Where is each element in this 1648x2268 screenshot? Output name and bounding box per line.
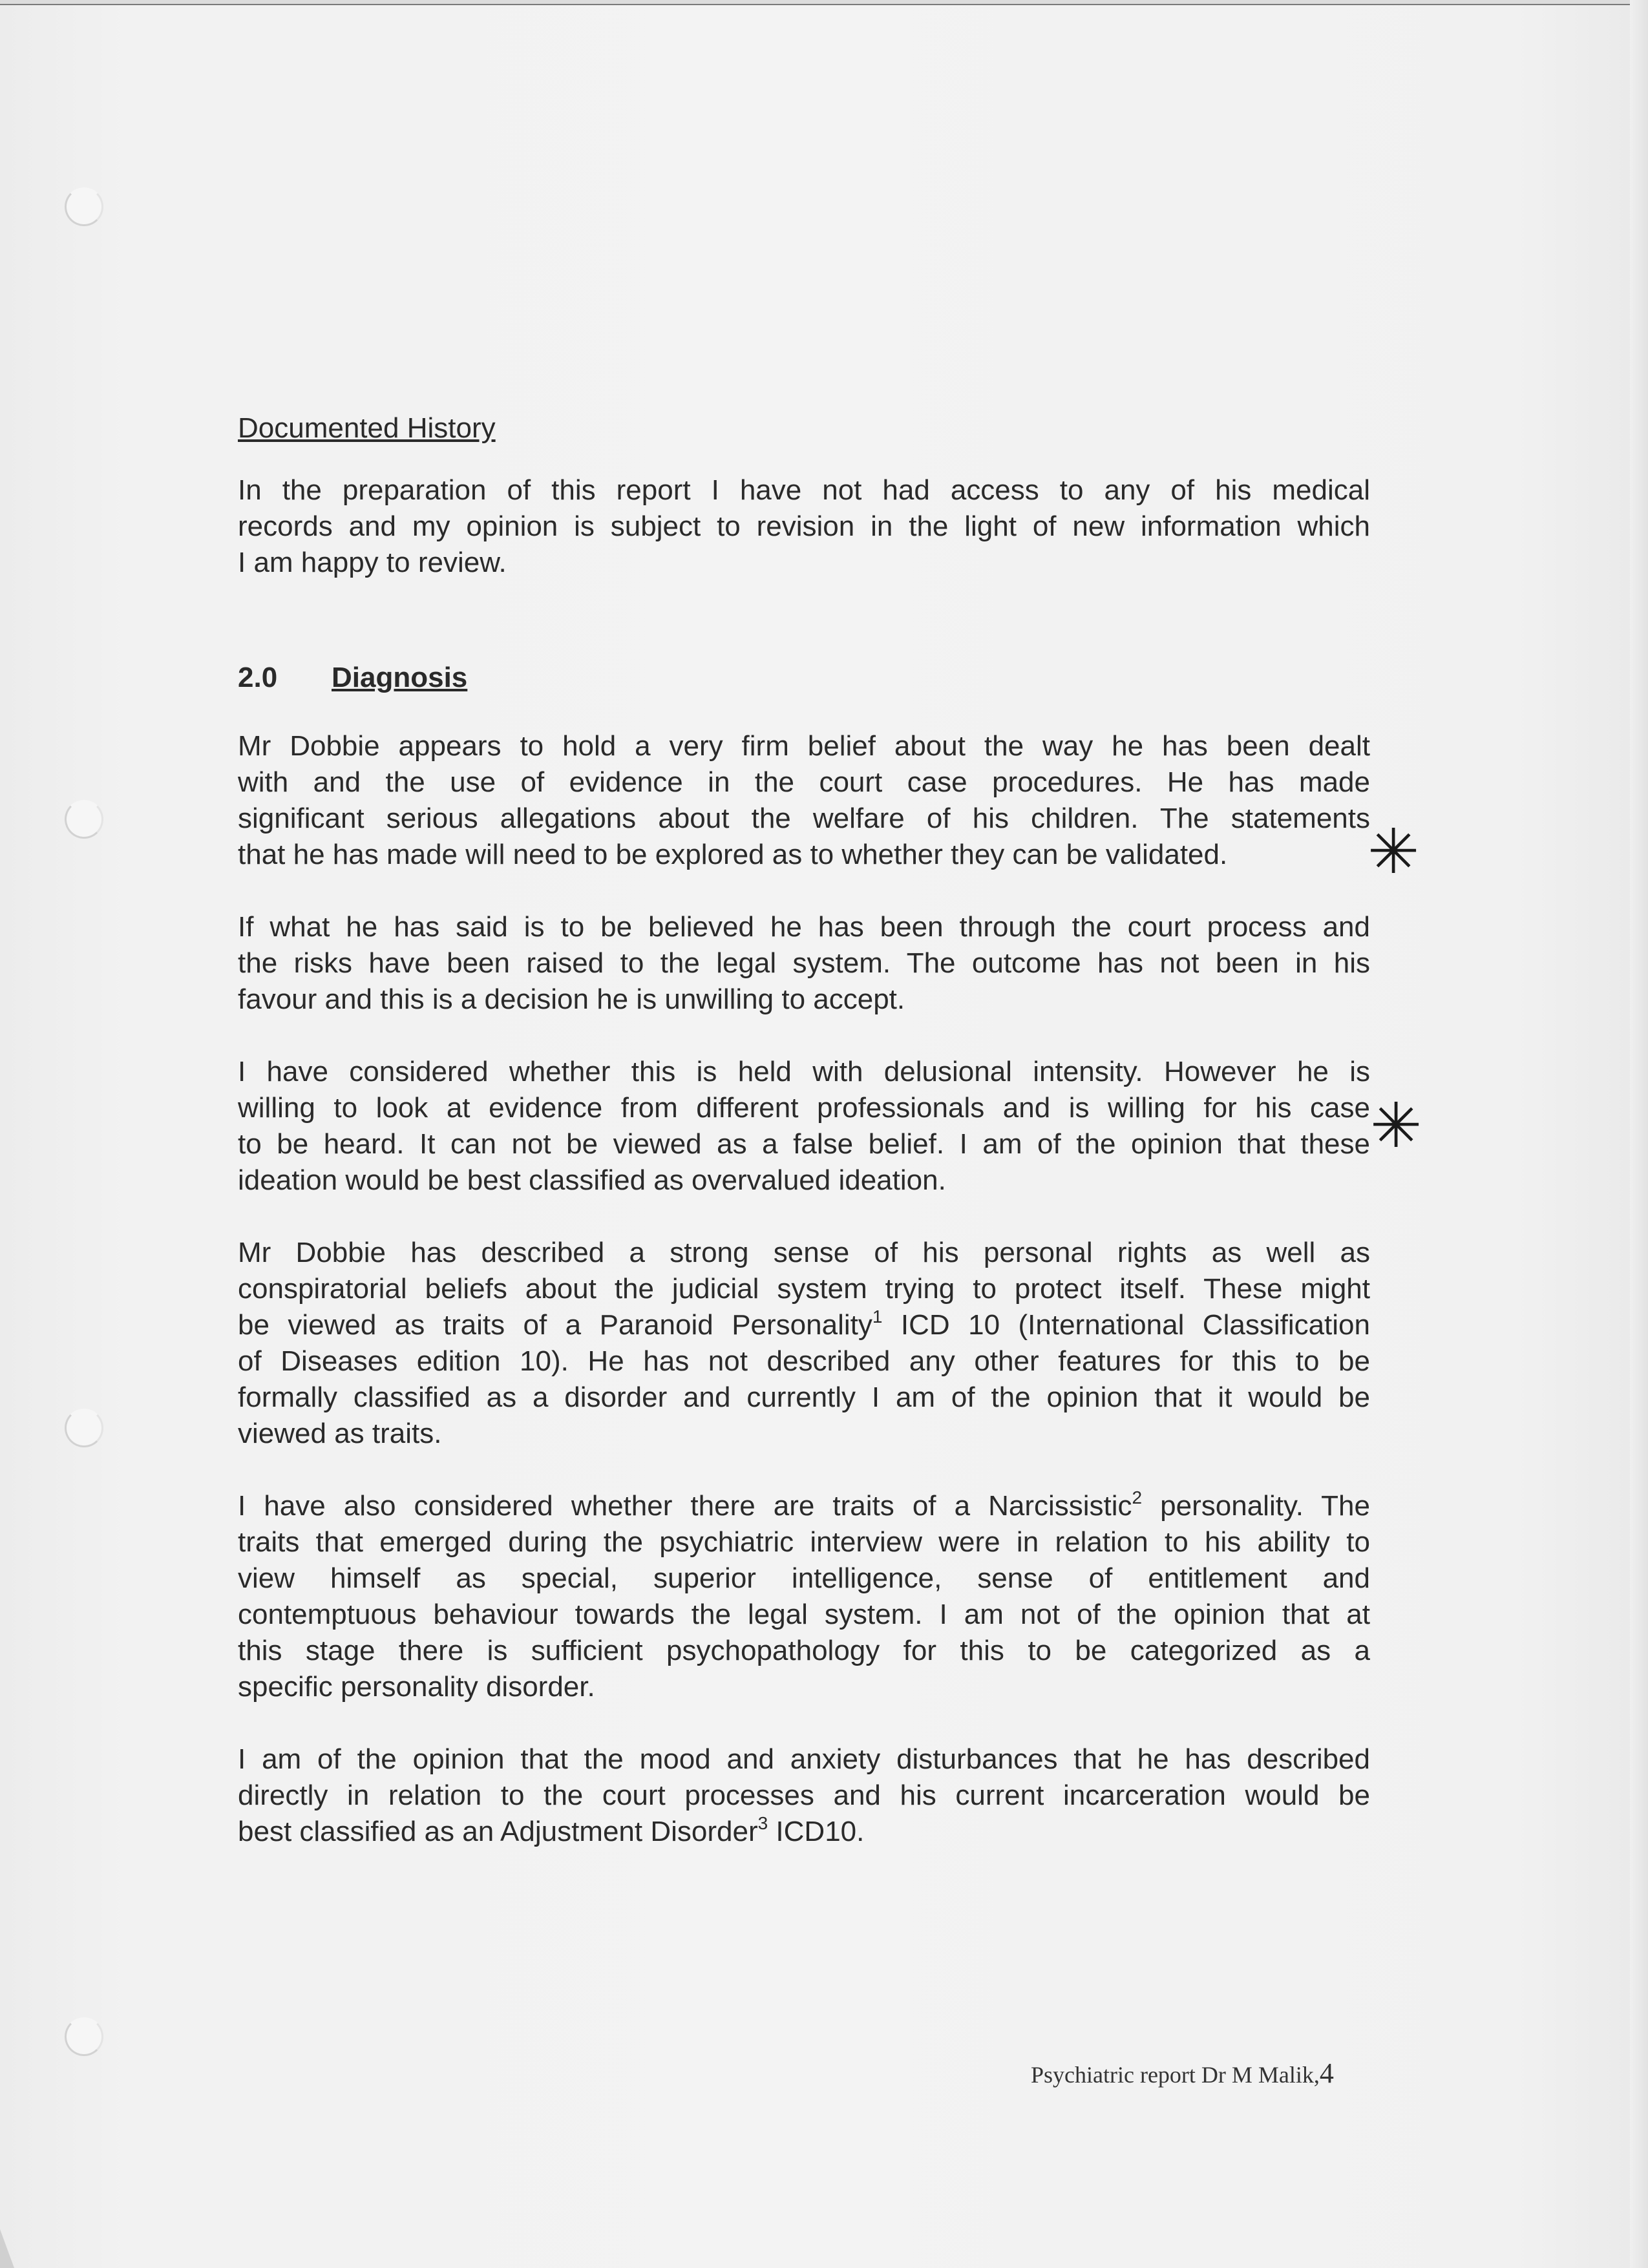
section-title: Diagnosis — [332, 662, 468, 693]
text-segment: best classified as an Adjustment Disorder — [238, 1816, 758, 1847]
text-line — [238, 1307, 1370, 1343]
text-line: I have considered whether this is held with delusional intensity. However he is — [238, 1056, 1370, 1087]
text-line: to be heard. It can not be viewed as a false belief. I am of the opinion that these — [238, 1128, 1370, 1160]
text-line: favour and this is a decision he is unwilling to accept. — [238, 983, 905, 1015]
footnote-marker: 1 — [872, 1307, 883, 1327]
text-line: the risks have been raised to the legal system. The outcome has not been in his — [238, 947, 1370, 979]
text-line: ideation would be best classified as overvalued ideation. — [238, 1164, 946, 1196]
footnote-marker: 2 — [1132, 1487, 1143, 1507]
text-line: I am of the opinion that the mood and anxiety disturbances that he has described — [238, 1743, 1370, 1775]
page-top-edge — [0, 0, 1648, 5]
punch-hole — [65, 1409, 103, 1447]
page-footer — [1031, 2057, 1334, 2090]
text-segment: I have also considered whether there are traits of a Narcissistic — [238, 1490, 1132, 1522]
text-line — [238, 1488, 1370, 1524]
footer-text: Psychiatric report Dr M Malik, — [1031, 2062, 1320, 2088]
documented-history-heading: Documented History — [238, 412, 496, 444]
paragraph-adjustment-disorder — [238, 1741, 1370, 1850]
text-segment: be viewed as traits of a Paranoid Personality — [238, 1309, 872, 1341]
text-line: conspiratorial beliefs about the judicial system trying to protect itself. These might — [238, 1273, 1370, 1305]
text-line: specific personality disorder. — [238, 1671, 595, 1703]
text-line: this stage there is sufficient psychopathology for this to be categorized as a — [238, 1635, 1370, 1666]
diagnosis-section-heading — [238, 660, 1370, 696]
text-segment: ICD10. — [768, 1816, 865, 1847]
text-line: In the preparation of this report I have not had access to any of his medical — [238, 474, 1370, 506]
text-line: traits that emerged during the psychiatric interview were in relation to his ability to — [238, 1526, 1370, 1558]
handwritten-asterisk-icon: ✳ — [1370, 1089, 1422, 1162]
intro-paragraph — [238, 472, 1370, 581]
page-corner — [0, 2229, 14, 2268]
paragraph-delusional-intensity — [238, 1054, 1370, 1199]
text-line: with and the use of evidence in the court case procedures. He has made — [238, 766, 1370, 798]
punch-hole — [65, 187, 103, 226]
text-line: that he has made will need to be explored as to whether they can be validated. — [238, 839, 1228, 870]
text-line: directly in relation to the court processes and his current incarceration would be — [238, 1780, 1370, 1811]
text-line: formally classified as a disorder and currently I am of the opinion that it would be — [238, 1381, 1370, 1413]
text-line: records and my opinion is subject to revision in the light of new information which — [238, 510, 1370, 542]
text-segment: personality. The — [1142, 1490, 1370, 1522]
text-line: If what he has said is to be believed he has been through the court process and — [238, 911, 1370, 943]
punch-hole — [65, 2017, 103, 2056]
paragraph-court-process — [238, 909, 1370, 1018]
text-line: view himself as special, superior intelligence, sense of entitlement and — [238, 1562, 1370, 1594]
document-body — [238, 410, 1370, 1886]
paragraph-narcissistic-traits — [238, 1488, 1370, 1705]
page-right-edge — [1630, 0, 1648, 2268]
text-segment: ICD 10 (International Classification — [882, 1309, 1371, 1341]
page-number: 4 — [1319, 2057, 1334, 2089]
text-line: contemptuous behaviour towards the legal system. I am not of the opinion that at — [238, 1599, 1370, 1630]
text-line: viewed as traits. — [238, 1418, 442, 1449]
text-line: willing to look at evidence from different professionals and is willing for his case — [238, 1092, 1370, 1124]
paragraph-paranoid-traits — [238, 1235, 1370, 1452]
text-line: I am happy to review. — [238, 547, 507, 578]
text-line: Mr Dobbie has described a strong sense of his personal rights as well as — [238, 1237, 1370, 1268]
text-line: of Diseases edition 10). He has not described any other features for this to be — [238, 1345, 1370, 1377]
punch-hole — [65, 800, 103, 839]
footnote-marker: 3 — [757, 1813, 768, 1833]
text-line: significant serious allegations about the welfare of his children. The statements — [238, 803, 1370, 834]
paragraph-beliefs — [238, 728, 1370, 873]
text-line — [238, 1814, 1370, 1850]
section-number: 2.0 — [238, 662, 278, 693]
handwritten-asterisk-icon: ✳ — [1368, 815, 1420, 888]
text-line: Mr Dobbie appears to hold a very firm belief about the way he has been dealt — [238, 730, 1370, 762]
